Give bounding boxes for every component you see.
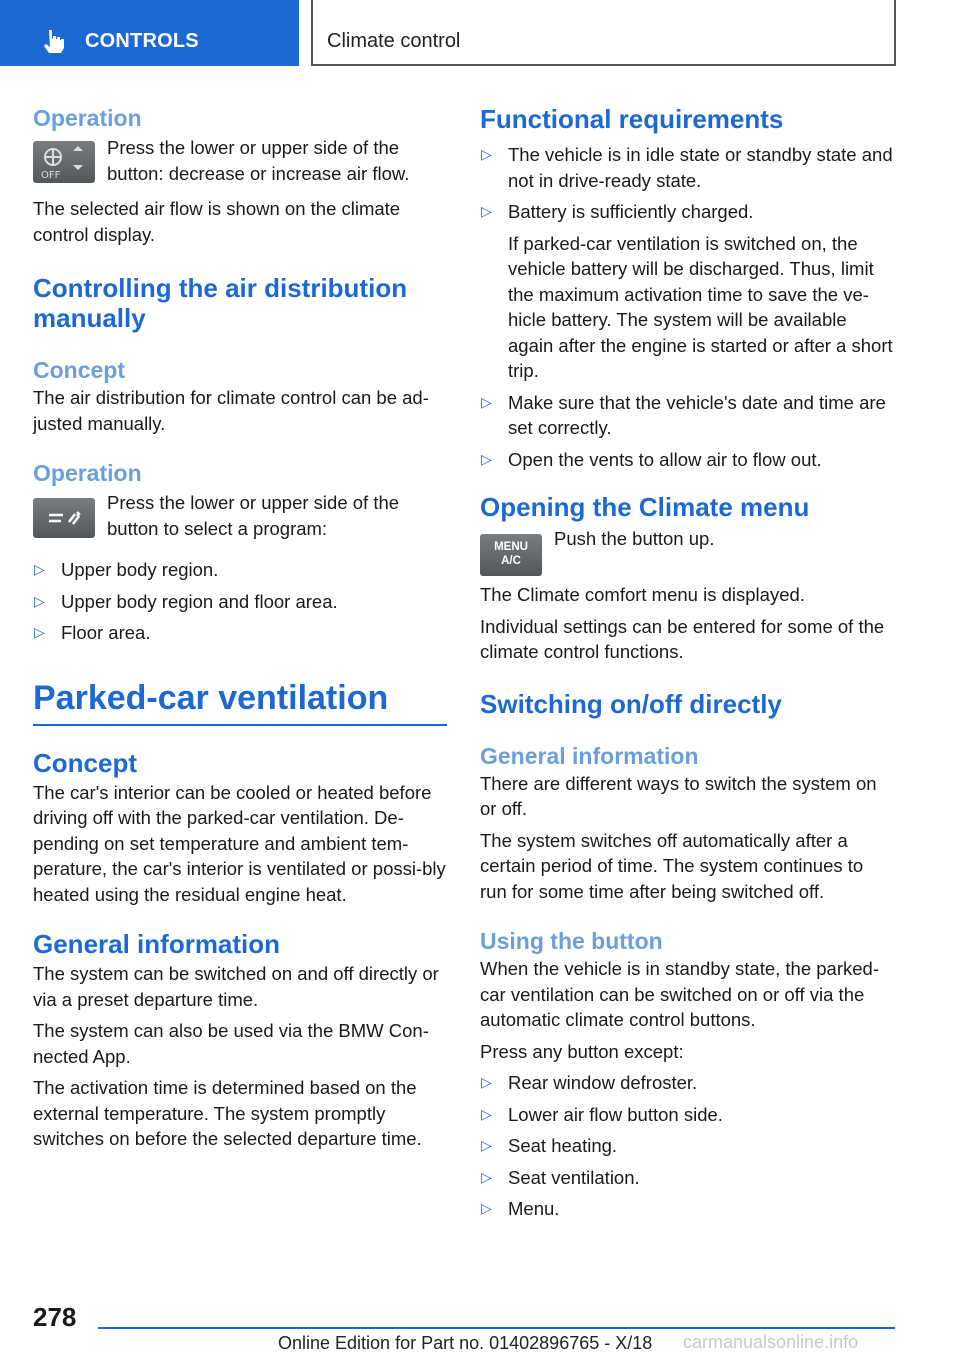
hand-pointer-icon [40,28,66,54]
pcv-concept-heading: Concept [33,747,137,778]
operation2-text: Press the lower or upper side of the button to select a program: [107,492,400,539]
triangle-bullet-icon: ▷ [481,1137,492,1153]
using-button-p2: Press any button except: [480,1040,684,1062]
menu-push-text: Push the button up. [554,528,715,549]
pcv-concept-text: The car's interior can be cooled or heated before driving off with the parked-car ventilation. De-pending on set temperature and ambient tem-perature, the car's interior is ventilated or possi-bly heated using the residual engine heat. [33,781,446,905]
list-item: ▷ Upper body region and floor area. [33,589,447,615]
section-tab [0,0,299,66]
air-distribution-button-icon [33,498,95,538]
page-number: 278 [33,1302,77,1332]
operation-heading: Operation [33,105,142,131]
list-item: ▷ The vehicle is in idle state or standby state and not in drive-ready state. [481,144,893,191]
edition-text: Online Edition for Part no. 01402896765 - X/18 [278,1333,653,1353]
triangle-bullet-icon: ▷ [34,561,45,577]
page-footer [0,1296,960,1362]
fan-button-row [33,135,447,186]
heading-rule [33,724,447,726]
chapter-box [311,0,896,66]
list-item: ▷ Floor area. [33,620,447,646]
list-item: ▷ Menu. [480,1196,895,1222]
concept-text: The air distribution for climate control can be ad-justed manually. [33,387,429,434]
switch-general-p1: There are different ways to switch the system on or off. [480,772,877,819]
airflow-display-text: The selected air flow is shown on the climate control display. [33,198,401,245]
using-button-p1: When the vehicle is in standby state, the parked-car ventilation can be switched on or off via the automatic climate control buttons. [480,958,879,1030]
fan-off-button-icon [33,141,95,183]
triangle-bullet-icon: ▷ [481,1168,492,1185]
triangle-bullet-icon: ▷ [34,624,45,640]
functional-requirements-heading: Functional requirements [480,104,784,134]
ac-button-label: A/C [501,555,521,567]
triangle-bullet-icon: ▷ [481,146,492,162]
menu-p2: Individual settings can be entered for some of the climate control functions. [480,615,885,662]
triangle-bullet-icon: ▷ [481,1200,492,1216]
battery-note: If parked-car ventilation is switched on, the vehicle battery will be discharged. Thus, limit the maximum activation time to save the ve-hicle battery. The system will be available again after the engine is started or after a short trip. [508,232,893,381]
air-distribution-heading: Controlling the air distribution manually [33,273,408,333]
list-item: ▷ Seat heating. [480,1133,895,1159]
list-item: ▷ Battery is sufficiently charged. If parked-car ventilation is switched on, the vehicle battery will be discharged. Thus, limit the maximum activation time to save the ve-hicle battery. The system will be available again after the engine is started or after a short trip. [480,199,895,384]
triangle-bullet-icon: ▷ [34,592,45,609]
menu-p1: The Climate comfort menu is displayed. [480,584,805,605]
menu-button-label: MENU [494,541,528,553]
svg-text:OFF: OFF [41,170,61,181]
triangle-bullet-icon: ▷ [481,393,492,410]
program-list [33,557,447,646]
air-dist-button-row [33,490,447,541]
list-item: ▷ Seat ventilation. [480,1165,895,1191]
general-info-p1: The system can be switched on and off directly or via a preset departure time. [33,963,439,1010]
triangle-bullet-icon: ▷ [481,203,492,219]
triangle-bullet-icon: ▷ [481,1105,492,1122]
menu-ac-button-icon [480,534,542,576]
general-info-p2: The system can also be used via the BMW Con-nected App. [33,1020,429,1067]
switching-heading: Switching on/off directly [480,688,782,719]
left-column [33,100,447,1152]
footer-rule [98,1327,895,1329]
triangle-bullet-icon: ▷ [481,1074,492,1090]
chapter-title: Climate control [327,30,461,52]
switch-general-heading: General information [480,742,699,769]
menu-button-row [480,526,895,578]
using-button-heading: Using the button [480,928,663,954]
parked-car-ventilation-heading: Parked-car ventilation [33,678,389,717]
requirements-list [480,142,895,472]
list-item: ▷ Rear window defroster. [480,1070,895,1096]
triangle-bullet-icon: ▷ [481,450,492,467]
list-item: ▷ Lower air flow button side. [480,1102,895,1128]
general-info-p3: The activation time is determined based on the external temperature. The system promptly switches on before the selected departure time. [33,1077,422,1149]
right-column [480,100,895,1228]
list-item: ▷ Make sure that the vehicle's date and time are set correctly. [481,391,886,438]
climate-menu-heading: Opening the Climate menu [480,492,810,522]
list-item: ▷ Upper body region. [33,557,447,583]
list-item: ▷ Open the vents to allow air to flow out. [480,447,895,473]
watermark: carmanualsonline.info [683,1332,859,1352]
general-information-heading: General information [33,929,281,959]
section-title: CONTROLS [85,30,199,52]
concept-heading: Concept [33,357,125,383]
switch-general-p2: The system switches off automatically after a certain period of time. The system continues to run for some time after being switched off. [480,829,864,902]
except-list [480,1070,895,1222]
operation2-heading: Operation [33,460,142,486]
operation-text: Press the lower or upper side of the button: decrease or increase air flow. [107,137,410,184]
